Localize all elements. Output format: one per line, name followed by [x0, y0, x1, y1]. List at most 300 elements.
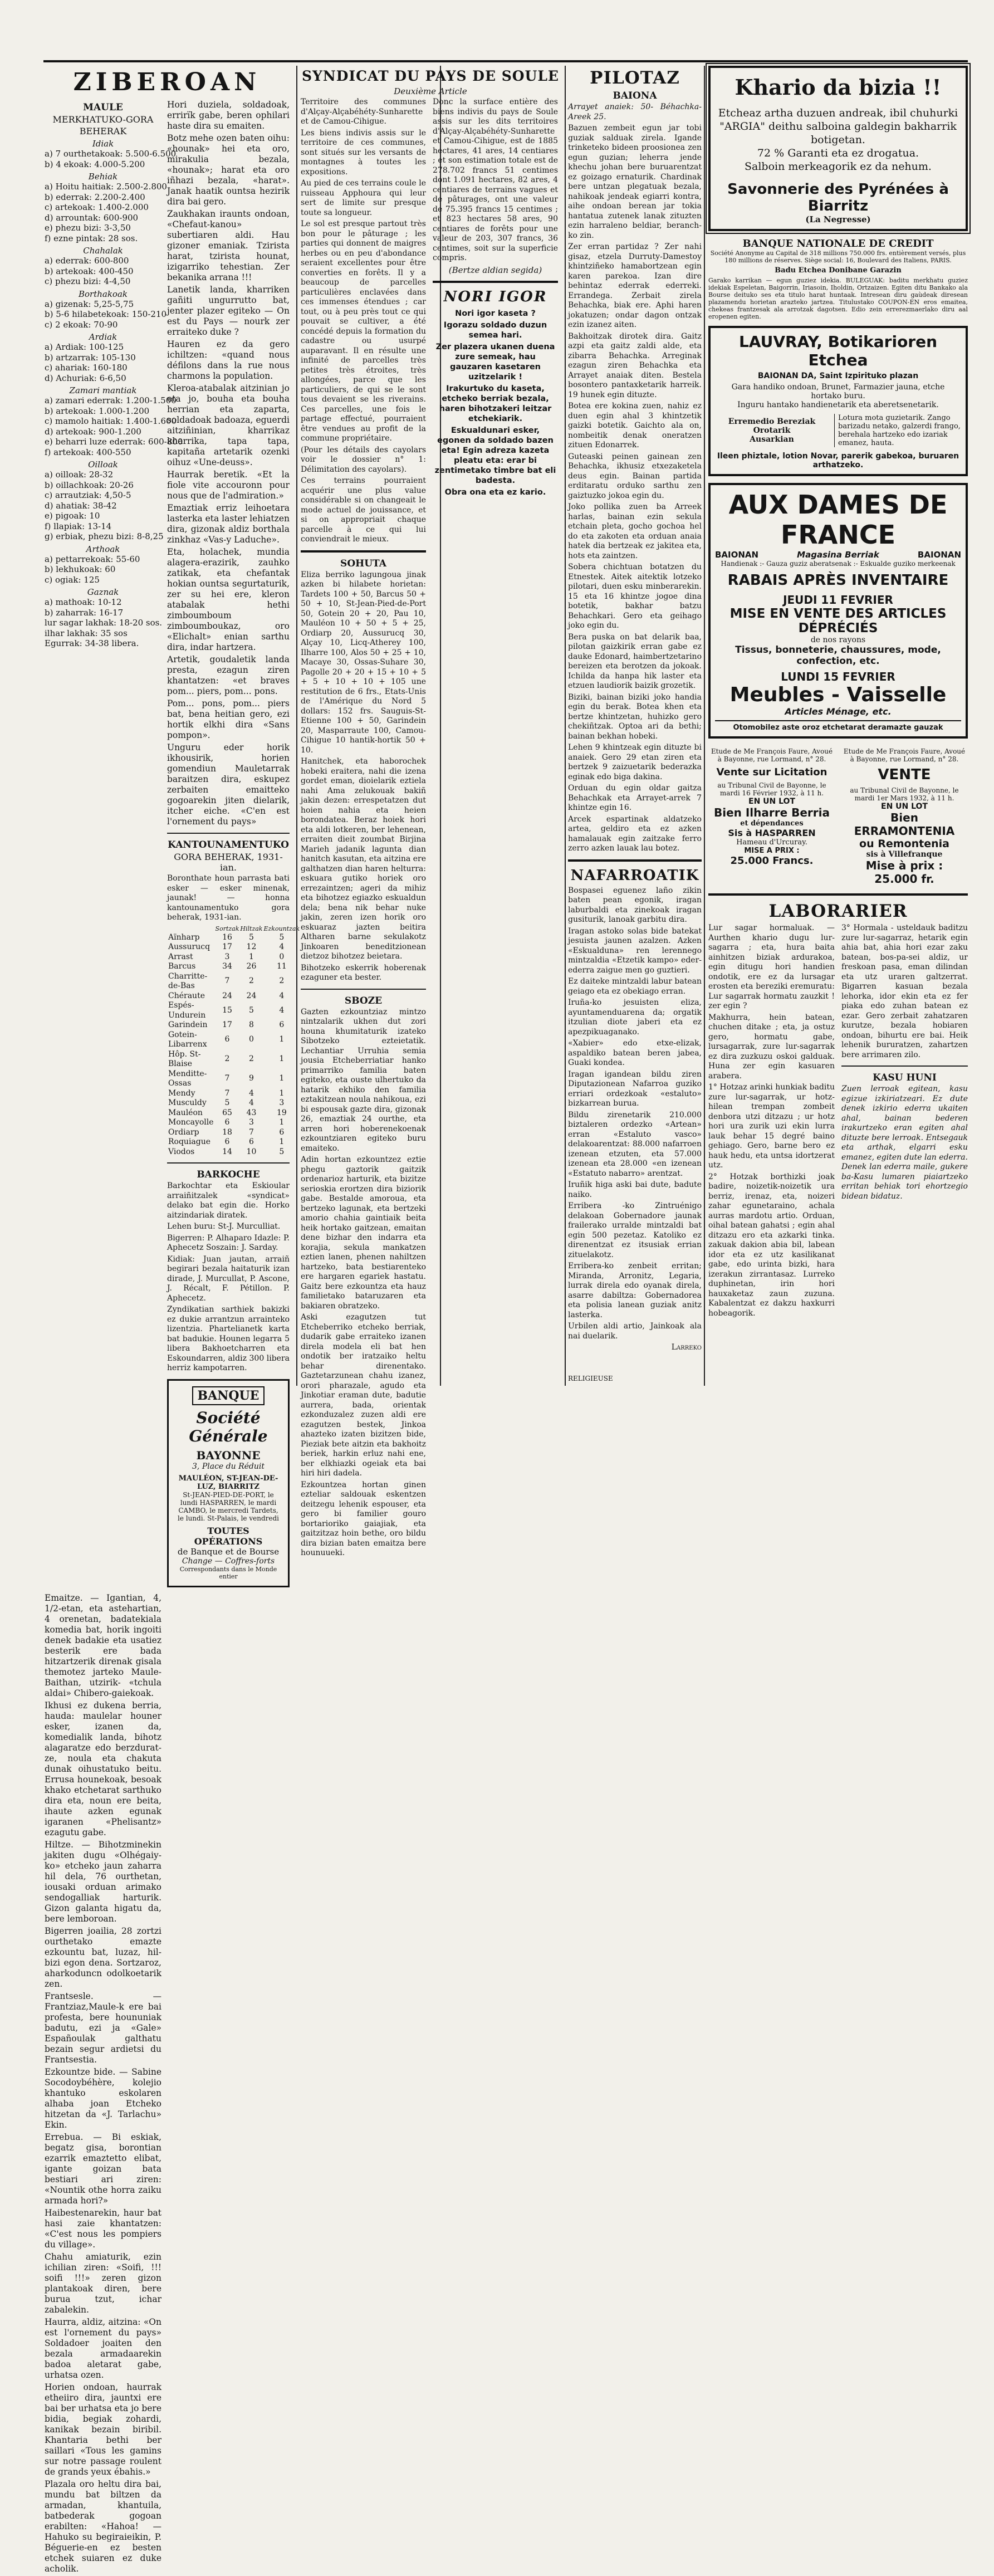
region-title: Gaznak: [87, 587, 119, 597]
table-cell: 1: [279, 1118, 285, 1127]
price-line: d) Achuriak: 6-6,50: [45, 373, 126, 383]
paragraph: Urbilen aldi artio, Jainkoak ala nai duelarik.: [568, 1322, 702, 1341]
table-cell: 16: [222, 932, 232, 942]
kasu-title: KASU HUNI: [873, 1072, 937, 1083]
ad-text: Gara handiko ondoan, Brunet, Farmazier jauna, etche hortako buru.: [731, 383, 945, 400]
paragraph: Eta, holachek, mundia alagera-erazirik, zauhko zatikak, eta chefantak hokian ountsa segurtaturik, zer su hei ere, kleron atabalak hethi zimboumboum zimboumboukaz, oro «Elichalt» enian sarthu dira, indar hartzera.: [167, 547, 290, 652]
nori-line: Zer plazera ukanen duena zure semeak, hau gauzaren kasetaren uzitzelarik !: [435, 342, 555, 382]
column-rule: [704, 66, 705, 1386]
barkoche-title: BARKOCHE: [197, 1169, 260, 1180]
table-cell: 4: [248, 1088, 254, 1098]
column-ads: [708, 66, 968, 1320]
ad-title: AUX DAMES DE FRANCE: [728, 490, 948, 550]
table-cell: 26: [246, 962, 257, 971]
ad-left: [715, 417, 829, 444]
column-pilotaz: [568, 66, 702, 1355]
table-cell: 6: [224, 1137, 230, 1146]
paragraph: Horien ondoan, haurrak etheiiro dira, jauntxi ere bai ber urhatsa eta jo bere bidia, begiak zohardi, kanikak bezain biribil. Khantaria bethi ber saillari «Tous les gamins sur notre passage roulent de grands yeux ébahis.»: [45, 2382, 161, 2477]
ad-title: LAUVRAY, Botikarioren Etchea: [738, 333, 938, 369]
paragraph: Lanetik landa, kharriken gañiti ungurrutto bat, jenter plazer egiteko — On est du Pays — nourk zer erraiteko duke ?: [167, 285, 290, 337]
paragraph: Unguru eder horik ikhousirik, horien gomendiun Mauletarrak baraitzen dira, eskupez zerbaiten emaitteko gogoarekin jiten dielarik, itcher eiche. «C'en est l'ornement du pays»: [167, 742, 290, 827]
notice-text: EN UN LOT: [748, 797, 795, 806]
ad-text: 72 % Garanti eta ez drogatua.: [757, 147, 919, 159]
notice-title: VENTE: [878, 766, 931, 783]
table-cell: 6: [248, 1137, 254, 1146]
table-cell: 6: [279, 1127, 285, 1137]
paragraph: Adin hortan ezkountzez eztie phegu gaztorik gaitzik ordenarioz harturik, eta bizitze serioskia erortzen dira biziorik gabe. Bestalde amoroua, eta bertzeko lagunak, eta bertzeki amorio chahia gaintiaik beita heik hortako gaitzean, emaitan dene bizhar den indarra eta korajia, sekula mankatzen eztien lanen, phenen nahiltzen hartzeko, bata bestiarenteko ere hargaren egariek hastatu. Gaitz bere ezkountza eta hauz familietako bataruzaren eta bakiaren obratzeko.: [301, 1155, 426, 1311]
paragraph: Zuen lerroak egitean, kasu egizue izkiriatzeari. Ez dute denek izkirio ederra ukaiten ahal, bainan bederen irakurtzeko eran egiten ahal dituzte bere lerroak. Entsegauk eta arthak, elgarri esku emanez, egiten dute lan ederra. Denek lan ederra maile, gukere ba-Kasu lumaren piaiartzeko erritan behiak tori ehortzegio bidean bidatuz.: [841, 1084, 968, 1201]
paragraph: Plazala oro heltu dira bai, mundu bat biltzen da armadan, khantuila, batbederak gogoan erabilten: «Hahoa! — Hahuko su begiraieikin, P. Béguerie-en ez besten etchek suiaren ez duke acholik.: [45, 2479, 161, 2574]
price-line: c) 2 ekoak: 70-90: [45, 319, 118, 330]
paragraph: Joko pollika zuen ba Arreek harlas, bainan ezin sekula etchain pleta, gocho gochoa hel do eta zakoten eta orduan anaia hatek dia bertzeak ez jakitea eta, hots eta zaintzen.: [568, 502, 702, 560]
legal-notices: [708, 745, 968, 888]
ad-branches: MAULÉON, ST-JEAN-DE-LUZ, BIARRITZ: [178, 1474, 278, 1491]
table-row: [167, 1020, 300, 1030]
price-line: c) phezu bizi: 4-4,50: [45, 276, 131, 286]
th: Sortzak: [215, 925, 239, 932]
nafarroa-title: NAFARROATIK: [570, 867, 699, 884]
notice-text: au Tribunal Civil de Bayonne, le mardi 1er Mars 1932, à 11 h.: [850, 786, 959, 802]
ad-date: LUNDI 15 FEVRIER: [781, 670, 895, 683]
table-cell: 11: [276, 962, 287, 971]
kantoun-title: KANTOUNAMENTUKO: [168, 839, 289, 850]
ad-sub: BAIONAN: [715, 550, 759, 560]
table-cell: 43: [246, 1108, 257, 1117]
ad-change: Change — Coffres-forts: [182, 1556, 275, 1566]
price-line: a) mathoak: 10-12: [45, 597, 122, 607]
table-cell: 4: [279, 991, 285, 1000]
paragraph: Zyndikatian sarthiek bakizki ez dukie arrantzun arrainteko lizentzia. Phartelianetk karta bat badukie. Hounen legarra 5 libera Bakhoetcharren eta Eskoundarren, aldiz 300 libera herriz kampotarren.: [167, 1305, 290, 1372]
paragraph: Au pied de ces terrains coule le ruisseau Apphoura qui leur sert de limite sur presque toute sa longueur.: [301, 179, 426, 217]
laborarier-title: LABORARIER: [768, 901, 908, 921]
paragraph: Ezkountzea hortan ginen ezteliar saldouak eskentzen deitzegu lehenik espouser, eta gero bi familier gouro bortarioriko gaiajiak, eta gaitzitzaz hoin bethe, oro bildu dira bizian baten emaitza bere hounuueki.: [301, 1480, 426, 1557]
price-line: a) Hoitu haitiak: 2.500-2.800: [45, 182, 167, 192]
nori-line: Igorazu soldado duzun semea hari.: [443, 320, 547, 340]
ad-sub: BAIONAN: [917, 550, 961, 560]
ad-societe-generale: [167, 1379, 290, 1587]
paragraph: Erribera -ko Zintruénigo delakoan Gobernadore jaunak frailerako urralde mintzaldi bat egin 500 pezetaz. Katoliko ez direnentzat ez itsusiak errian zituelakotz.: [568, 1201, 702, 1259]
notice-text: sis à Villefranque: [866, 850, 943, 859]
ad-brand: Savonnerie des Pyrénées à Biarritz: [727, 181, 949, 214]
table-cell: 14: [222, 1147, 232, 1156]
table-row: [167, 1137, 300, 1147]
table-row: [167, 1098, 300, 1108]
ad-title: BANQUE NATIONALE DE CREDIT: [742, 238, 934, 250]
nori-line: Eskualdunari esker, egonen da soldado bazen eta! Egin adreza kazeta pleatu eta: erar bi zentimetako timbre bat eli badesta.: [434, 426, 556, 485]
paragraph: Bospasei eguenez laño zikin baten pean egonik, iragan laburbaldi eta zinekoak iragan gusiturik, lanoak garbitu dira.: [568, 886, 702, 924]
paragraph: Iruña-ko jesuisten eliza, ayuntamenduarena da; orgatik itzulian diote jaberi eta ez apezpikuaganako.: [568, 998, 702, 1037]
table-cell: 10: [246, 1147, 257, 1156]
ad-right: Lotura mota guzietarik. Zango barizadu netako, galzerdi frango, berehala hartzeko edo izariak emanez, hauta.: [834, 414, 961, 447]
table-cell: 3: [224, 952, 230, 961]
table-cell: 9: [248, 1074, 254, 1083]
paragraph: Kidiak: Juan jautan, arraiñ begirari bezala haitaturik izan dirade, J. Murcullat, P. Ascone, J. Récalt, F. Pétillon. P. Aphecetz.: [167, 1254, 290, 1303]
price-line: a) 7 ourthetakoak: 5.500-6.500: [45, 149, 177, 159]
notice-title: Vente sur Licitation: [716, 766, 827, 778]
ad-headline: Meubles - Vaisselle: [729, 683, 947, 706]
table-cell: Arrast: [168, 952, 193, 961]
nori-text: [433, 309, 558, 497]
table-cell: 15: [222, 1005, 232, 1015]
nori-line: Obra ona eta ez kario.: [444, 487, 546, 497]
price-line: a) Ardiak: 100-125: [45, 342, 124, 352]
column-rule: [565, 66, 566, 1386]
kantoun-subtitle: GORA BEHERAK, 1931-ian.: [174, 852, 283, 873]
ad-title: BANQUE: [192, 1386, 265, 1405]
table-cell: 24: [246, 991, 257, 1000]
ad-text: de nos rayons: [810, 636, 866, 644]
price-line: ilhar lakhak: 35 sos: [45, 628, 128, 638]
table-cell: 17: [222, 1020, 232, 1029]
price-line: e) pigoak: 10: [45, 511, 100, 521]
table-cell: 5: [248, 1005, 254, 1015]
paragraph: Zer erran partidaz ? Zer nahi gisaz, etzela Durruty-Damestoy khintziñeko hamabortzean egin karen parekoa. Izan dire behintaz ederrak ederreki. Errandega. Zerbait zirela Behachka, biak ere. Aphi haren jokatuzen; ondar dagon ontzak ezin izanez aiten.: [568, 242, 702, 329]
ad-foot: Otomobilez aste oroz etchetarat deramazte gauzak: [715, 720, 961, 732]
table-row: [167, 952, 300, 962]
ad-branch-days: St-JEAN-PIED-DE-PORT, le lundi HASPARREN, le mardi CAMBO, le mercredi Tardets, le lundi. St-Palais, le vendredi: [177, 1490, 279, 1522]
table-cell: 1: [279, 1137, 285, 1146]
table-cell: Aïnharp: [168, 932, 200, 942]
table-cell: 1: [279, 1074, 285, 1083]
price-line: c) mamolo haitiak: 1.400-1.600: [45, 416, 177, 426]
price-line: e) phezu bizi: 3-3,50: [45, 223, 131, 233]
table-row: [167, 1128, 300, 1138]
region-title: Chahalak: [83, 246, 123, 256]
table-cell: 1: [279, 1035, 285, 1044]
paragraph: Barkochtar eta Eskioular arraiñitzalek «syndicat» delako bat egin die. Horko aitzindariak diratek.: [167, 1181, 290, 1220]
paragraph: Haurrak beretik. «Et la fiole vite accouronn pour nous que de l'admiration.»: [167, 470, 290, 501]
paragraph: Bildu zirenetarik 210.000 biztaleren ordezko «Artean» erran «Estaluto vasco» delakoarentzat: 88.000 nafarroen izenean etzuten, eta 57.000 izenean eta 28.000 «en izenean «Estatuto nabarro» arentzat.: [568, 1110, 702, 1178]
table-cell: Espés-Undurein: [168, 1001, 206, 1020]
column-ziberoan: [45, 66, 300, 2576]
price-line: a) zamari ederrak: 1.200-1.500: [45, 395, 177, 405]
paragraph: Iragan igandean bildu ziren Diputazionean Nafarroa guziko erriari ordezkoak «estaluto» bizkarrean burua.: [568, 1069, 702, 1108]
notice-text: Sis à HASPARREN: [728, 828, 816, 838]
paragraph: Eliza berriko lagungoua jinak azken bi hilabete horietan: Tardets 100 + 50, Barcus 50 + 50 + 10, St-Jean-Pied-de-Port 50, Gotein 20 + 20, Pau 10, Mauléon 10 + 50 + 5 + 25, Ordiarp 20, Aussurucq 30, Alçay 10, Licq-Atherey 100, Ilharre 100, Alos 50 + 25 + 10, Macaye 30, Ossas-Suhare 30, Pagolle 20 + 20 + 15 + 10 + 5 + 5 + 10 + 10 + 105 une restitution de 6 frs., Etats-Unis de l'Amérique du Nord 5 dollars: 152 frs. Sauguis-St-Etienne 100 + 50, Garindein 20, Masparraute 100, Camou-Cihigue 10 hantik-hortik 50 + 10.: [301, 570, 426, 755]
table-cell: Aussurucq: [168, 942, 210, 951]
paragraph: 1° Hotzaz arinki hunkiak baditu zure lur-sagarrak, ur hotz-hilean trempan zombeit denbora utzi ditzazu ; ur hotz hori ura zurik uzi ekin lurra lauk behar 15 degré baino gehiago. Gero, barne bero ez hauk hedu, eta untsa idortzerat utz.: [708, 1083, 835, 1170]
table-cell: 2: [279, 976, 285, 986]
paragraph: 3° Hormala - usteldauk baditzu zure lur-sagarraz, hetarik egin ahia bat, ahia hori ezar zaku batean, bos-pa-sei aldiz, ur freskoan pasa, eman dilindan eta utz uraren galtzerrat. Bigarren kasuan bezala lehorka, idor ekin eta ez fer piaka edo zuhan batean ez ezar. Gero zerbait zahatzaren kurutze, bezala hobiaren ondoan, bihurtu ere bai. Heik lehenik bururatzen, zahartzen bere arrimaren zilo.: [841, 923, 968, 1059]
table-cell: Musculdy: [168, 1098, 207, 1107]
table-cell: 65: [222, 1108, 232, 1117]
paragraph: Hiltze. — Bihotzminekin jakiten dugu «Olhégaiy-ko» etcheko jaun zaharra hil dela, 76 ourthetan, iousaki orduan arimako sendogalliak harturik. Gizon galanta higatu da, bere lemboroan.: [45, 1839, 161, 1924]
th: Ezkountzak: [263, 925, 300, 932]
price-line: c) ogiak: 125: [45, 574, 100, 585]
sohuta-title: SOHUTA: [340, 558, 386, 569]
price-line: f) ezne pintak: 28 sos.: [45, 233, 138, 243]
ad-text: Inguru hantako handienetarik eta aberetsenetarik.: [737, 400, 939, 409]
table-cell: 17: [222, 942, 232, 951]
table-cell: 6: [224, 1118, 230, 1127]
table-cell: 2: [248, 976, 254, 986]
table-cell: 1: [279, 1054, 285, 1064]
price-line: a) ederrak: 600-800: [45, 256, 129, 266]
paragraph: Donc la surface entière des biens indivis du pays de Soule assis sur les dits territoires d'Alçay-Alçabéhéty-Sunharette et Camou-Cihigue, est de 1885 hectares, 41 ares, 14 centiares ; et son estimation totale est de 278.702 francs 51 centimes dont 1.091 hectares, 82 ares, 4 centiares de terrains vagues et de pâturages, ont une valeur de 75.395 francs 15 centimes ; et 823 hectares 58 ares, 90 centiares de forêts pour une valeur de 203, 307 francs, 36 centimes, soit sur la superficie compris.: [433, 97, 558, 262]
paragraph: Emaztiak erriz leihoetara lasterka eta laster lehiatzen dira, gizonak aldiz borthala zinkhaz «Vas-y Laduche».: [167, 503, 290, 545]
price-line: c) artekoak: 1.400-2.000: [45, 202, 149, 212]
notice-text: et dépendances: [740, 819, 804, 828]
paragraph: Le sol est presque partout très bon pour le pâturage ; les parties qui donnent de maigres herbes ou en peu d'abondance seraient excellentes pour être converties en forêts. Il y a beaucoup de parcelles particulières enclavées dans ces immenses étendues ; car tout, ou à peu près tout ce qui pouvait se cultiver, a été concédé depuis la formation du cadastre ou usurpé auparavant. Il en résulte une infinité de parcelles très petites très étroites, très allongées, parce que les particuliers, de qui se le sont tous devaient se les riverains. Ces parcelles, une fois le partage effectué, pourraient être vendues au profit de la commune propriétaire.: [301, 219, 426, 443]
ad-ops: TOUTES OPÉRATIONS: [194, 1525, 263, 1547]
table-cell: 6: [279, 1020, 285, 1029]
section-title: PILOTAZ: [590, 68, 680, 88]
region-title: Borthakoak: [78, 289, 128, 299]
price-line: g) erbiak, phezu bizi: 8-8,25: [45, 531, 164, 541]
paragraph: Kleroa-atabalak aitzinian jo eta jo, bouha eta bouha herrian eta zaparta, soldadoak badoaza, eguerdi aitziñinian, kharrikaz kharrika, tapa tapa, kapitaña artetarik ozenki oihuz «Une-deuss».: [167, 383, 290, 467]
table-cell: Gotein-Libarrenx: [168, 1030, 207, 1049]
market-subtitle: MERKHATUKO-GORA: [52, 114, 154, 125]
table-row: [167, 933, 300, 943]
price-line: c) ahariak: 160-180: [45, 363, 128, 373]
table-cell: 5: [279, 1147, 285, 1156]
paragraph: Sobera chichtuan botatzen du Etnestek. Aitek aitektik lotzeko pilotari, duen esku minberarekin. 15 eta 16 khintze jogoe dina botetik, bakhar batzu Behachkari. Gero eta geihago joko egin du.: [568, 563, 702, 630]
table-cell: 7: [224, 976, 230, 986]
price-line: a) oilloak: 28-32: [45, 470, 114, 480]
table-cell: Menditte-Ossas: [168, 1069, 207, 1088]
table-row: [167, 972, 300, 991]
notice-etude: Etude de Me François Faure, Avoué à Bayonne, rue Lormand, n° 28.: [711, 747, 833, 763]
paragraph: Aski ezagutzen tut Etcheberriko etcheko berriak, dudarik gabe erraiteko izanen direla modela eli bat hen ondotik ber iratzaiko heltu behar direnentako. Gaztetarzunean chahu izanez, orori pharazale, agudo eta Jinkotiar eraman dute, badutie aurrera, bada, orientak ezkonduzalez zuzen aldi ere ezagutzen bestek, Jinkoa ahazteko izaten bizitzen bide, Pieziak bete aitzin eta bakhoitz beriek, harkin erluz nahi ene, ber elkhiazki ogeiak eta bai hiri hiri dadela.: [301, 1313, 426, 1478]
paragraph: Ezkountze bide. — Sabine Socodoybéhère, kolejio khantuko eskolaren alhaba joan Etcheko hitzetan da «J. Tarlachu» Ekin.: [45, 2066, 161, 2130]
ad-text: Articles Ménage, etc.: [785, 706, 892, 717]
table-cell: 24: [222, 991, 232, 1000]
nori-line: Irakurtuko du kaseta, etcheko berriak bezala, haren bihotzakeri leitzar etchekiarik.: [439, 384, 552, 423]
ad-rabais: RABAIS APRÈS INVENTAIRE: [727, 572, 949, 589]
paragraph: Iruñik higa aski bai dute, badute naiko.: [568, 1180, 702, 1199]
paragraph: Arcek espartinak aldatzeko artea, geldiro eta ez azken hamalauak egin zaitzake ferro zerro azken lauak lau botez.: [568, 814, 702, 853]
table-cell: Hôp. St-Blaise: [168, 1049, 201, 1068]
table-cell: 0: [279, 952, 285, 961]
table-cell: Garindein: [168, 1020, 208, 1029]
table-cell: Mauléon: [168, 1108, 203, 1117]
ad-date: JEUDI 11 FEVRIER: [783, 593, 893, 607]
price-line: d) arrountak: 600-900: [45, 212, 139, 223]
vente-remontenia: [841, 745, 968, 888]
paragraph: Bigerren joailia, 28 zortzi ourthetako emazte ezkountu bat, luzaz, hil-bizi egon dena. Sortzaroz, aharkoduncn odolkoetarik zen.: [45, 1925, 161, 1989]
paragraph: Chahu amiaturik, ezin ichilian ziren: «Soifi, !!! soifi !!!» zeren gizon plantakoak diren, bere burua tzut, ichar zabalekin.: [45, 2251, 161, 2315]
ad-kario: [708, 66, 968, 231]
table-cell: Mendy: [168, 1088, 195, 1098]
paragraph: Haurra, aldiz, aitzina: «On est l'ornement du pays» Soldadoer joaiten den bezala armadaarekin badoa aletarat gabe, urhatsa ozen.: [45, 2316, 161, 2380]
table-row: [167, 962, 300, 972]
ad-sub: BAIONAN DA, Saint Izpirituko plazan: [757, 372, 919, 380]
paragraph: Zaukhakan iraunts ondoan, «Chefaut-kanou» subertiaren aldi. Hau gizoner emaniak. Tzirista harat, tzirista hounat, izigarriko tehestian. Zer bekanika arrana !!!: [167, 209, 290, 282]
paragraph: Bazuen zembeit egun jar tobi guziak salduak zirela. Igande trinketeko bideen proosionea zen egun guzian; leherra jende khechu johan bere buruarentzat ez goizago ernaturik. Chardinak bere untzan plegatuak bezala, nahikoak jendeak egiarri kontra, aihe ondoan berean jar tokia hantatua zutenek lanak zituzten ezin harraleno beldiar, beranch-ko zin.: [568, 124, 702, 240]
region-title: Zamari mantiak: [69, 385, 137, 395]
price-line: b) artzarrak: 105-130: [45, 352, 136, 363]
paragraph: Boronthate houn parrasta bati esker — esker minenak, jaunak! — honna kantounamentuko gora beherak, 1931-ian.: [167, 874, 290, 922]
ad-bnc: [708, 238, 968, 320]
market-regions: [45, 139, 183, 649]
ad-text: Garako karrikan — egun guziez idekia. BULEGUAK: baditu merkhatu guziez idekiak Espeletan, Baigorrin, Iriasoin, Iholdin, Ortzaizen. Egiten ditu Bankako ala Bourse deituko ses eta titulo harat huntaak. Intresean diru gaùdeak diresean plazamendu horietan arazteko jartzea. Titulustako COUPON-EN eros emaitea, chekeas frantzesak ala arrotzak dagotsen. Edio zein errerezmaerlako diru aal eropenen egiten.: [708, 277, 968, 320]
ad-ops2: de Banque et de Bourse: [177, 1546, 280, 1557]
table-cell: 7: [248, 1127, 254, 1137]
ad-corresp: Correspondants dans le Monde entier: [179, 1565, 277, 1580]
paragraph: Makhurra, hein batean, chuchen ditake ; eta, ja ostuz gero, hormatu gabe, lursagarrak, zure lur-sagarrak ez dira zuzkuzu oskoi galduak. Huna zer egin kasuaren arabera.: [708, 1013, 835, 1081]
paragraph: Lehen buru: St-J. Murculliat.: [167, 1222, 281, 1231]
ad-address: 3, Place du Réduit: [192, 1461, 265, 1471]
paragraph: Hanitchek, eta haborochek hobeki eraitera, nahi die izena gordet eman, dioielarik eztiela nahi Ama zelukouak bakiñ jakin dezen: errespetatzen dut hoien nahia eta heien borondatea. Beraz hoiek hori eta aldi lotkeren, ber lehenean, erraiten dieit zoumbat Birjina Marieh jadanik lagunta dian hanitch kasutan, eta aitzina ere galthatzen dian haren helturra: eskuara gutiko horiek oro errezaintzen; ageri da mihiz eta bihotzez egiazko eskualdun dela; bena nik behar nuke jakin, zeren izen horik oro eskuaraz jazten beitira Altharen barne sekulakotz Jinkoaren beneditzionean dietzoz bihotzez beietara.: [301, 757, 426, 961]
paragraph: 2° Hotzak borthizki joak badire, noizetik-noizetik ura berriz, irenaz, eta, noizeri zahar egunetaraino, achala aurras mardotu artio. Orduan, oihal batean gahatsi ; egin ahal ditzazu ero eta azkarki tinka. zakuak dakion abia bil, labean idor eta ez utz kasilikanat gabe, edo urinta bizki, hara izerakun zirrantasaz. Lurreko duphinetan, irin hori hauxaketaz zaun zuzuna. Kabalentzat ez dakzu haxkurri hobeagorik.: [708, 1172, 835, 1318]
table-cell: Moncayolle: [168, 1118, 214, 1127]
table-row: [167, 1089, 300, 1099]
price-line: b) 5-6 hilabetekoak: 150-210: [45, 309, 167, 319]
baiona-title: BAIONA: [613, 90, 657, 101]
table-cell: 3: [279, 1098, 285, 1107]
price-line: b) artekoak: 1.000-1.200: [45, 405, 150, 416]
market-section: BEHERAK: [79, 126, 127, 136]
ad-sub: Magasina Berriak: [797, 550, 879, 560]
paragraph: Ikhusi ez dukena berria, hauda: maulelar houner esker, izanen da, komedialik landa, bihotz alagaratze edo berzdurat-ze, noula eta chakuta dunak oihustatuko beitu. Errusa hounekoak, besoak khako etchetarat sarthuko dira eta, noun ere beita, ihaute azken egunak igaranen «Phelisantz» ezagutu gabe.: [45, 1700, 161, 1837]
table-row: [167, 1108, 300, 1118]
ad-foot: Ileen phiztale, lotion Novar, parerik gabekoa, buruaren arthatzeko.: [717, 452, 959, 470]
paragraph: Bakhoitzak dirotek dira. Gaitz azpi eta gaitz zaldi alde, eta zibarra Behachka. Arreginak ezagun ziren Behachka eta Arrayet anaiak diten. Bestela bosontero pantaxketarik harreik. 19 hunek egin dituzte.: [568, 331, 702, 399]
paragraph: Hauren ez da gero ichiltzen: «quand nous défilons dans la rue nous charmons la population.: [167, 339, 290, 381]
table-cell: 5: [224, 1098, 230, 1107]
signature: Larreko: [671, 1343, 702, 1352]
table-cell: 5: [248, 932, 254, 942]
ad-item: Erremedio Bereziak: [728, 417, 816, 426]
paragraph: Erribera-ko zenbeit erritan; Miranda, Arronitz, Legaria, lurrak direla edo oyanak direla, asarre dabiltza: Gobernadorea eta polisia lanean guziak anitz lasterka.: [568, 1262, 702, 1319]
paragraph: Arrayet anaiek: 50- Béhachka-Areek 25.: [568, 102, 702, 121]
table-cell: 0: [248, 1035, 254, 1044]
nori-title: NORI IGOR: [443, 288, 547, 305]
table-cell: 12: [246, 942, 257, 951]
paragraph: Iragan astoko solas bide batekat jesuista jaunen azalzen. Azken «Eskualduna» ren lerennego mintzaldia «Etzetik kampo» eder-ederra zaigue men go guztieri.: [568, 926, 702, 975]
paragraph: (Pour les détails des cayolars voir le dossier n° 1: Délimitation des cayolars).: [301, 445, 426, 474]
region-title: Ardiak: [89, 332, 117, 342]
market-title: MAULE: [83, 102, 123, 113]
table-cell: 18: [222, 1127, 232, 1137]
price-line: f) artekoak: 400-550: [45, 447, 131, 457]
price-line: e) beharri luze ederrak: 600-800: [45, 437, 183, 447]
ad-dames-de-france: [708, 483, 968, 739]
table-cell: 4: [279, 942, 285, 951]
ad-title: Khario da bizia !!: [735, 75, 942, 100]
price-line: b) oillachkoak: 20-26: [45, 480, 134, 490]
section-subtitle: Deuxième Article: [394, 86, 467, 96]
paragraph: Bigerren: P. Alhaparo Idazle: P. Aphecetz Soszain: J. Sarday.: [167, 1233, 290, 1252]
table-row: [167, 991, 300, 1001]
ad-location: (La Negresse): [805, 214, 871, 224]
col2-text: [167, 100, 300, 1593]
paragraph: Botea ere kokina zuen, nahiz ez duen egin ahal 3 khintzetik gaizki botetik. Gaichto ala on, nombeitik denak oneratzen zituen Edonarrek.: [568, 402, 702, 449]
table-cell: 1: [248, 952, 254, 961]
table-cell: 5: [279, 932, 285, 942]
paragraph: Orduan du egin oldar gaitza Behachkak eta Arrayet-arrek 7 khintze egin 16.: [568, 784, 702, 812]
ad-sub: Société Anonyme au Capital de 318 millions 750.000 frs. entièrement versés, plus 180 millions de réserves. Siège social: 16, Boulevard des Italiens, PARIS.: [710, 250, 966, 264]
ad-name: Société Générale: [189, 1408, 268, 1445]
table-cell: 3: [248, 1118, 254, 1127]
th: Hiltzak: [240, 925, 263, 932]
table-row: [167, 1030, 300, 1050]
paragraph: Pom... pons, pom... piers bat, bena heitian gero, ezi hortik elkhi dira «Sans pompon».: [167, 698, 290, 740]
paragraph: Territoire des communes d'Alçay-Alçabéhéty-Sunharette et de Camou-Cihigue.: [301, 97, 426, 126]
table-row: [167, 1001, 300, 1020]
paragraph: Lehen 9 khintzeak egin dituzte bi anaiek. Gero 29 etan ziren eta bertzek 9 zaizuetarik bederazka eginak edo biga dakina.: [568, 743, 702, 781]
price-line: lur sagar lakhak: 18-20 sos.: [45, 618, 163, 628]
top-rule: [43, 60, 968, 62]
table-cell: 19: [276, 1108, 287, 1117]
price-line: d) ahatiak: 38-42: [45, 500, 117, 511]
kantoun-table: [167, 925, 300, 1157]
table-cell: Charritte-de-Bas: [168, 971, 208, 990]
notice-title: Bien Ilharre Berria: [713, 806, 830, 819]
nori-line: Nori igor kaseta ?: [455, 309, 536, 318]
table-cell: 4: [279, 1005, 285, 1015]
table-cell: 8: [248, 1020, 254, 1029]
table-row: [167, 1069, 300, 1089]
paragraph: «Xabier» edo etxe-elizak, aspaldiko batean beren jabea, Guaki kondea.: [568, 1039, 702, 1067]
table-row: [167, 1147, 300, 1157]
table-cell: 6: [224, 1035, 230, 1044]
paragraph: Guteaski peinen gainean zen Behachka, ikhusiz etxezaketela deus egin. Bainan partida erditaratu orduko sarthu zen gaiztuzko jokoa egin du.: [568, 452, 702, 500]
sboze-title: SBOZE: [344, 995, 383, 1006]
ad-item: Orotarik: [753, 426, 791, 435]
paragraph: Bera puska on bat delarik baa, pilotan gaizkirik erran gabe ez dauke Edonard, haimbertzetarino bereizen eta berotzen da jokoak. Ichilda da hanpa hik laster eta etzuen laudiorik baizik grozetik.: [568, 632, 702, 690]
paragraph: Ez daiteke mintzaldi labur batean geiago eta ez obekiago erran.: [568, 977, 702, 996]
region-title: Behiak: [88, 172, 118, 182]
paragraph: Ces terrains pourraient acquérir une plus value considérable si on changeait le mode actuel de jouissance, et si on appropriait chaque parcelle à ce qui lui conviendrait le mieux.: [301, 476, 426, 544]
paragraph: Errebua. — Bi eskiak, begatz gisa, borontian ezarrik emaztetto elibat, igante goizan bata bestiari ari ziren: «Nountik othe horra zaiku armada hori?»: [45, 2132, 161, 2206]
ad-text: Etcheaz artha duzuen andreak, ibil chuhurki "ARGIA" deithu salboina galdegin bakharrik botigetan.: [718, 107, 958, 146]
table-cell: Barcus: [168, 962, 196, 971]
price-line: b) ederrak: 2.200-2.400: [45, 192, 145, 202]
col1-articles: [45, 1593, 161, 2574]
price-line: b) zaharrak: 16-17: [45, 607, 124, 618]
ad-sub: Badu Etchea Donibane Garazin: [775, 266, 902, 275]
ad-city: BAYONNE: [196, 1448, 261, 1462]
section-title: ZIBEROAN: [73, 68, 261, 96]
paragraph: Hori duziela, soldadoak, errirïk gabe, beren ophilari haste dira su emaiten.: [167, 100, 290, 131]
price-line: b) 4 ekoak: 4.000-5.200: [45, 159, 145, 169]
table-cell: 1: [279, 1088, 285, 1098]
continued-note: (Bertze aldian segida): [448, 265, 542, 275]
region-title: Oilloak: [88, 460, 118, 470]
price-line: f) llapiak: 13-14: [45, 521, 112, 531]
price-line: c) arrautziak: 4,50-5: [45, 490, 131, 500]
paragraph: Emaitze. — Igantian, 4, 1/2-etan, eta astehartian, 4 orenetan, badatekiala komedia bat, horik ingoiti denek badakie eta usatiez besterik ere bada hitzartzerik direnak gisala themotez jarteko Maule-Baithan, utzirik- «tchula aldai» Chibero-gaiekoak.: [45, 1592, 161, 1698]
price-line: b) artekoak: 400-450: [45, 266, 134, 276]
price-line: a) pettarrekoak: 55-60: [45, 554, 140, 564]
price-line: Egurrak: 34-38 libera.: [45, 638, 139, 648]
table-cell: 7: [224, 1074, 230, 1083]
table-cell: Roquiague: [168, 1137, 211, 1146]
table-cell: Chéraute: [168, 991, 205, 1000]
table-row: [167, 1118, 300, 1128]
region-title: Idiak: [92, 139, 114, 149]
section-title: SYNDICAT DU PAYS DE SOULE: [302, 68, 559, 84]
region-title: Arthoak: [86, 544, 120, 554]
paragraph: Gazten ezkountziaz mintzo nintzalarik ukhen dut zori houna khumitaturik izateko Sibotzeko ezteietatik. Lechantiar Urruhia semia jousia Etcheberriatiar hanko primarriko familia baten egiteko, eta ouste ulhertuko da hatarik ekhiko den familia eztakitzean noula nahikoua, ezi bi espousak gazte dira, gizonak 26, emaztiak 24 ourthe, eta arren hori hoberenekoenak ezkountziaren egiteko buru emaiteko.: [301, 1007, 426, 1153]
ad-text: Salboin merkeagorik ez da nehum.: [745, 160, 932, 173]
ad-text: Tissus, bonneterie, chaussures, mode, confection, etc.: [735, 644, 941, 667]
paragraph: Haibestenarekin, haur bat hasi zaie khantatzen: «C'est nous les pompiers du village».: [45, 2207, 161, 2250]
table-cell: 2: [224, 1054, 230, 1064]
table-row: [167, 942, 300, 952]
price-line: d) artekoak: 900-1.200: [45, 426, 141, 437]
ad-item: Ausarkian: [750, 435, 794, 444]
table-row: [167, 1050, 300, 1069]
paragraph: Botz mehe ozen baten oihu: «hounak» hei eta oro, mirakulia bezala, «hounak»; harat eta oro iñhazi bezala, «harat». Janak haatik ountsa hezirik dira bai gero.: [167, 133, 290, 207]
notice-price: 25.000 Francs.: [730, 855, 814, 867]
table-cell: 2: [248, 1054, 254, 1064]
notice-text: au Tribunal Civil de Bayonne, le mardi 16 Février 1932, à 11 h.: [717, 781, 826, 797]
paragraph: Biziki, bainan biziki joko handia egin du berak. Botea khen eta bertze khintzetan, huhizko gero chekiñtzak. Optoa ari da bethi; bainan bekhan hobeki.: [568, 692, 702, 741]
paragraph: Bihotzeko eskerrik hoberenak ezaguner eta bester.: [301, 963, 426, 982]
paragraph: Les biens indivis assis sur le territoire de ces communes, sont situés sur les versants de montagnes à toutes les expositions.: [301, 128, 426, 177]
